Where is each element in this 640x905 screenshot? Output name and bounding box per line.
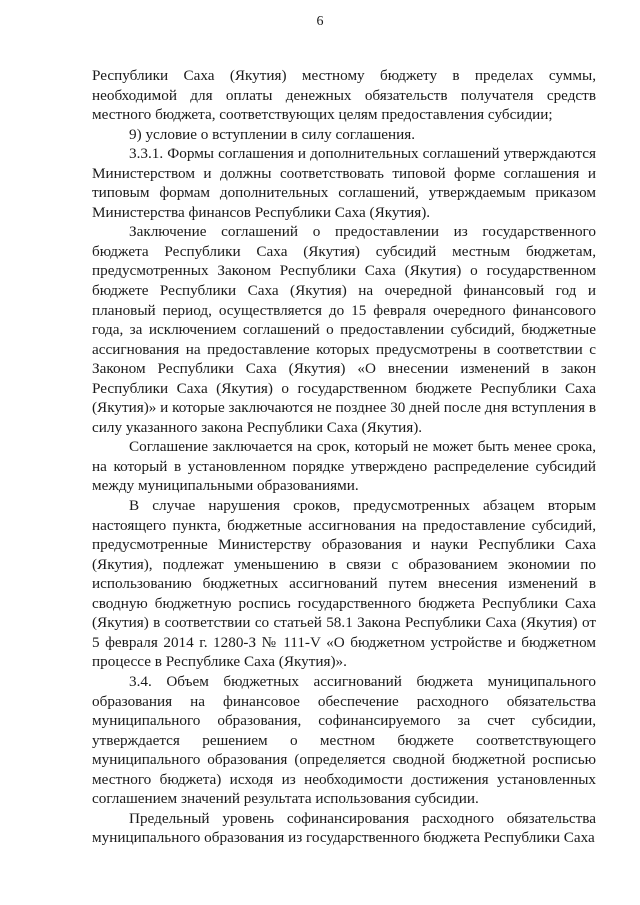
paragraph-cofinancing-limit: Предельный уровень софинансирования расходного обязательства муниципального образования из государственного бюджета Республики Саха [92,809,596,847]
paragraph-deadline-violation: В случае нарушения сроков, предусмотренных абзацем вторым настоящего пункта, бюджетные ассигнования на предоставление субсидий, предусмотренные Министерству образования и науки Республики Саха (Якутия), подлежат уменьшению в связи с образованием экономии по использованию бюджетных ассигнований путем внесения изменений в сводную бюджетную роспись государственного бюджета Республики Саха (Якутия) в соответствии со статьей 58.1 Закона Республики Саха (Якутия) от 5 февраля 2014 г. 1280-З № 111-V «О бюджетном устройстве и бюджетном процессе в Республике Саха (Якутия)». [92,497,596,671]
paragraph-item-9: 9) условие о вступлении в силу соглашения. [129,125,416,143]
page-number: 6 [316,14,324,29]
paragraph-agreement-term: Соглашение заключается на срок, который не может быть менее срока, на который в установленном порядке утверждено распределение субсидий между муниципальными образованиями. [92,438,596,495]
paragraph-3-3-1: 3.3.1. Формы соглашения и дополнительных соглашений утверждаются Министерством и должны соответствовать типовой форме соглашения и типовым формам дополнительных соглашений, утверждаемым приказом Министерства финансов Республики Саха (Якутия). [92,145,596,221]
document-body [92,66,596,848]
paragraph-agreement-conclusion: Заключение соглашений о предоставлении из государственного бюджета Республики Саха (Якутия) субсидий местным бюджетам, предусмотренных Законом Республики Саха (Якутия) о государственном бюджете Республики Саха (Якутия) на очередной финансовый год и плановый период, осуществляется до 15 февраля очередного финансового года, за исключением соглашений о предоставлении субсидий, бюджетные ассигнования на предоставление которых предусмотрены в соответствии с Законом Республики Саха (Якутия) «О внесении изменений в закон Республики Саха (Якутия) о государственном бюджете Республики Саха (Якутия)» и которые заключаются не позднее 30 дней после дня вступления в силу указанного закона Республики Саха (Якутия). [92,223,596,436]
paragraph-continuation: Республики Саха (Якутия) местному бюджету в пределах суммы, необходимой для оплаты денежных обязательств получателя средств местного бюджета, соответствующих целям предоставления субсидии; [92,67,596,124]
paragraph-3-4: 3.4. Объем бюджетных ассигнований бюджета муниципального образования на финансовое обеспечение расходного обязательства муниципального образования, софинансируемого за счет субсидии, утверждается решением о местном бюджете соответствующего муниципального образования (определяется сводной бюджетной росписью местного бюджета) исходя из необходимости достижения установленных соглашением значений результата использования субсидии. [92,672,596,808]
